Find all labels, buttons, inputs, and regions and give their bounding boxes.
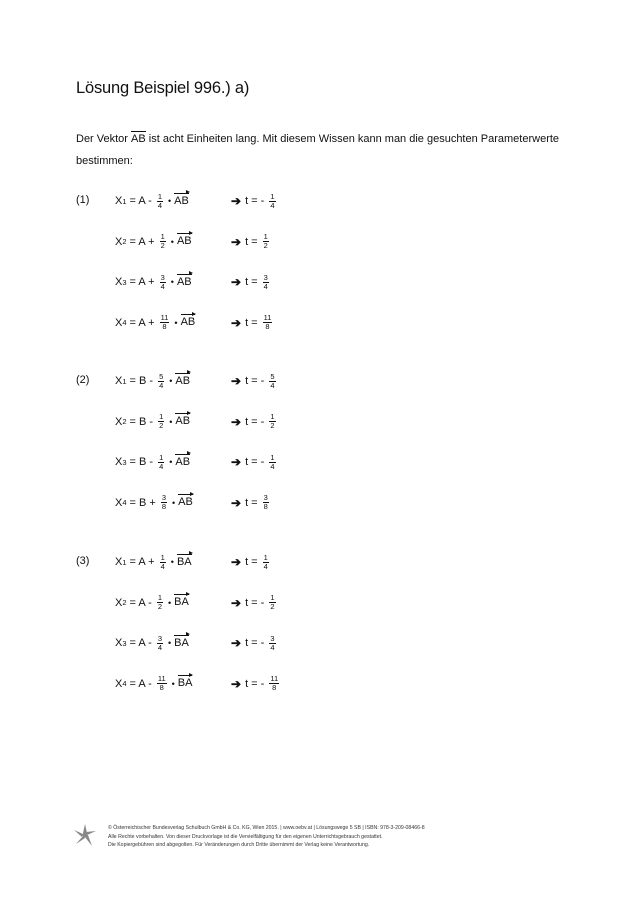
equation [115,190,189,212]
fraction-denominator: 2 [270,421,275,430]
intro-text-before: Der Vektor [76,133,132,145]
multiply-dot: • [169,416,173,427]
coefficient-fraction [158,373,164,390]
result-lhs: t = [245,276,258,288]
multiply-dot: • [168,638,172,648]
coefficient-fraction [157,635,163,652]
fraction-numerator: 1 [159,412,164,421]
point-index: 3 [122,638,127,648]
vector-ab: AB [131,133,146,145]
result [231,271,271,293]
implies-arrow-icon: ➔ [231,455,242,469]
result-lhs: t = - [245,677,265,690]
point-index: 2 [122,598,127,607]
group-label: (1) [76,194,90,206]
equation [115,592,189,614]
result-lhs: t = - [245,637,265,649]
fraction-denominator: 8 [161,502,166,511]
vector: AB [175,455,191,468]
implies-arrow-icon: ➔ [231,414,242,429]
point-var: X [115,195,123,207]
result-fraction [263,274,269,291]
coefficient-fraction [160,314,170,331]
fraction-denominator: 4 [270,642,275,652]
equation [115,231,192,253]
equation-lhs: = A + [129,556,155,568]
point-index: 4 [122,498,127,507]
multiply-dot: • [170,277,174,287]
point-index: 1 [122,196,127,206]
fraction-denominator: 8 [265,322,270,331]
equation-row [0,411,640,433]
result-lhs: t = - [245,456,265,468]
point-var: X [115,596,123,609]
vector: AB [180,316,196,328]
publisher-logo-icon [72,822,98,848]
result-fraction [263,494,269,511]
fraction-denominator: 2 [270,602,275,611]
result-fraction [269,594,275,611]
equation [115,551,192,573]
fraction-numerator: 3 [160,272,165,282]
point-index: 1 [122,557,127,567]
intro-text-line2: bestimmen: [76,155,133,167]
group-label: (3) [76,555,90,567]
implies-arrow-icon: ➔ [231,595,242,610]
fraction-numerator: 3 [270,633,275,643]
equation-lhs: = A - [129,195,152,207]
equation-row [0,271,640,293]
result-lhs: t = [245,496,258,509]
equation-row [0,592,640,614]
point-index: 2 [122,417,127,426]
point-var: X [115,556,123,568]
equation [115,451,190,473]
equation-lhs: = B + [129,496,156,509]
fraction-denominator: 4 [160,281,165,291]
equation-lhs: = A + [129,235,155,248]
multiply-dot: • [169,457,173,467]
coefficient-fraction [157,193,163,210]
result [231,411,278,433]
equation-lhs: = A - [129,677,152,690]
result-lhs: t = [245,316,258,329]
result-fraction [269,454,275,471]
fraction-numerator: 3 [161,493,166,502]
multiply-dot: • [170,236,174,247]
multiply-dot: • [168,196,172,206]
equation-row [0,312,640,334]
coefficient-fraction [158,454,164,471]
equation-lhs: = B - [129,415,154,428]
point-index: 3 [122,277,127,287]
equation-row [0,632,640,654]
result-lhs: t = [245,556,258,568]
vector: BA [176,555,192,568]
point-var: X [115,276,123,288]
implies-arrow-icon: ➔ [231,275,242,289]
vector: AB [175,415,191,427]
fraction-denominator: 4 [159,380,164,390]
coefficient-fraction [160,274,166,291]
equation-row [0,492,640,514]
fraction-denominator: 2 [159,421,164,430]
fraction-numerator: 11 [263,313,272,322]
equation [115,271,192,293]
fraction-numerator: 1 [157,191,163,201]
equation-row [0,451,640,473]
fraction-denominator: 4 [157,200,163,210]
multiply-dot: • [171,497,176,508]
point-var: X [115,415,123,428]
intro-paragraph [76,128,576,172]
result-fraction [263,554,269,571]
equation [115,411,190,433]
implies-arrow-icon: ➔ [231,636,242,650]
coefficient-fraction [160,233,166,250]
equation-row [0,673,640,695]
point-var: X [115,235,123,248]
fraction-denominator: 4 [263,281,268,291]
fraction-denominator: 4 [270,200,275,210]
fraction-numerator: 1 [263,552,268,562]
fraction-numerator: 11 [160,313,169,322]
result-fraction [263,233,269,250]
result-lhs: t = - [245,596,265,609]
equation [115,312,195,334]
result-fraction [269,193,275,210]
result [231,632,278,654]
vector: BA [174,636,189,649]
result [231,492,271,514]
coefficient-fraction [158,413,164,430]
result-fraction [269,413,275,430]
fraction-numerator: 1 [270,412,275,421]
result [231,231,271,253]
implies-arrow-icon: ➔ [231,495,242,510]
point-var: X [115,677,123,690]
result-fraction [263,314,273,331]
coefficient-fraction [157,675,167,692]
vector: AB [176,275,192,288]
implies-arrow-icon: ➔ [231,374,242,388]
fraction-numerator: 5 [270,371,275,381]
result [231,190,278,212]
fraction-denominator: 2 [263,241,268,250]
fraction-numerator: 3 [157,633,163,643]
footer-line-2: Alle Rechte vorbehalten. Von dieser Druckvorlage ist die Vervielfältigung für den eigenen Unterrichtsgebrauch gestattet. [108,833,383,840]
footer-copyright [108,824,425,850]
result-lhs: t = [245,235,258,248]
fraction-denominator: 4 [270,461,275,471]
vector: AB [175,374,191,387]
fraction-numerator: 1 [160,232,165,241]
result-fraction [269,675,279,692]
result-lhs: t = - [245,415,265,428]
vector: AB [178,496,193,508]
equation [115,370,190,392]
fraction-numerator: 11 [270,674,279,683]
point-var: X [115,316,123,329]
point-var: X [115,375,123,387]
result [231,370,278,392]
result [231,551,271,573]
intro-text-after: ist acht Einheiten lang. Mit diesem Wissen kann man die gesuchten Parameterwerte [145,133,560,145]
equation-row [0,190,640,212]
equation-row [0,551,640,573]
fraction-numerator: 5 [159,371,164,381]
fraction-numerator: 1 [159,452,164,462]
equation-lhs: = A + [129,276,155,288]
fraction-numerator: 3 [263,493,268,502]
equation [115,632,189,654]
point-index: 4 [122,318,127,327]
point-var: X [115,456,123,468]
point-index: 1 [122,376,127,386]
fraction-numerator: 1 [270,593,275,602]
fraction-numerator: 11 [157,674,166,683]
point-index: 4 [122,679,127,688]
fraction-denominator: 2 [157,602,163,611]
fraction-denominator: 4 [157,642,163,652]
equation-lhs: = B - [129,375,154,387]
footer-line-1: © Österreichischer Bundesverlag Schulbuch GmbH & Co. KG, Wien 2015. | www.oebv.at | Lösungswege 5 SB | ISBN: 978-3-209-08466-8 [108,825,425,831]
fraction-denominator: 8 [272,683,277,692]
fraction-denominator: 4 [160,561,165,571]
equation-lhs: = A - [129,637,152,649]
multiply-dot: • [168,597,172,608]
result-fraction [269,635,275,652]
point-index: 3 [122,457,127,467]
fraction-denominator: 4 [159,461,164,471]
coefficient-fraction [160,554,166,571]
multiply-dot: • [171,678,175,689]
coefficient-fraction [161,494,167,511]
result [231,312,274,334]
vector: AB [174,194,189,207]
fraction-numerator: 1 [270,452,275,462]
equation-row [0,231,640,253]
vector: AB [176,235,192,247]
vector: BA [174,596,189,608]
result [231,592,278,614]
equation [115,492,193,514]
multiply-dot: • [170,557,174,567]
fraction-numerator: 1 [263,232,268,241]
result [231,673,281,695]
page-title: Lösung Beispiel 996.) a) [76,79,250,97]
fraction-denominator: 8 [162,322,167,331]
implies-arrow-icon: ➔ [231,315,242,330]
fraction-numerator: 1 [160,552,165,562]
implies-arrow-icon: ➔ [231,194,242,208]
footer-line-3: Die Kopiergebühren sind abgegolten. Für Veränderungen durch Dritte übernimmt der Verlag keine Verantwortung. [108,842,370,848]
implies-arrow-icon: ➔ [231,555,242,569]
fraction-denominator: 2 [160,241,165,250]
result-lhs: t = - [245,195,265,207]
result-fraction [269,373,275,390]
multiply-dot: • [174,317,178,328]
equation-lhs: = A - [129,596,152,609]
equation [115,673,192,695]
fraction-denominator: 8 [159,683,164,692]
group-label: (2) [76,374,90,386]
implies-arrow-icon: ➔ [231,234,242,249]
fraction-numerator: 1 [157,593,163,602]
vector: BA [177,677,193,689]
implies-arrow-icon: ➔ [231,676,242,691]
fraction-denominator: 4 [263,561,268,571]
point-index: 2 [122,237,127,246]
coefficient-fraction [157,594,163,611]
result-lhs: t = - [245,375,265,387]
equation-row [0,370,640,392]
multiply-dot: • [169,376,173,386]
result [231,451,278,473]
point-var: X [115,637,123,649]
point-var: X [115,496,123,509]
equation-lhs: = A + [129,316,155,329]
equation-lhs: = B - [129,456,154,468]
fraction-numerator: 3 [263,272,268,282]
fraction-denominator: 4 [270,380,275,390]
fraction-denominator: 8 [263,502,268,511]
fraction-numerator: 1 [270,191,275,201]
